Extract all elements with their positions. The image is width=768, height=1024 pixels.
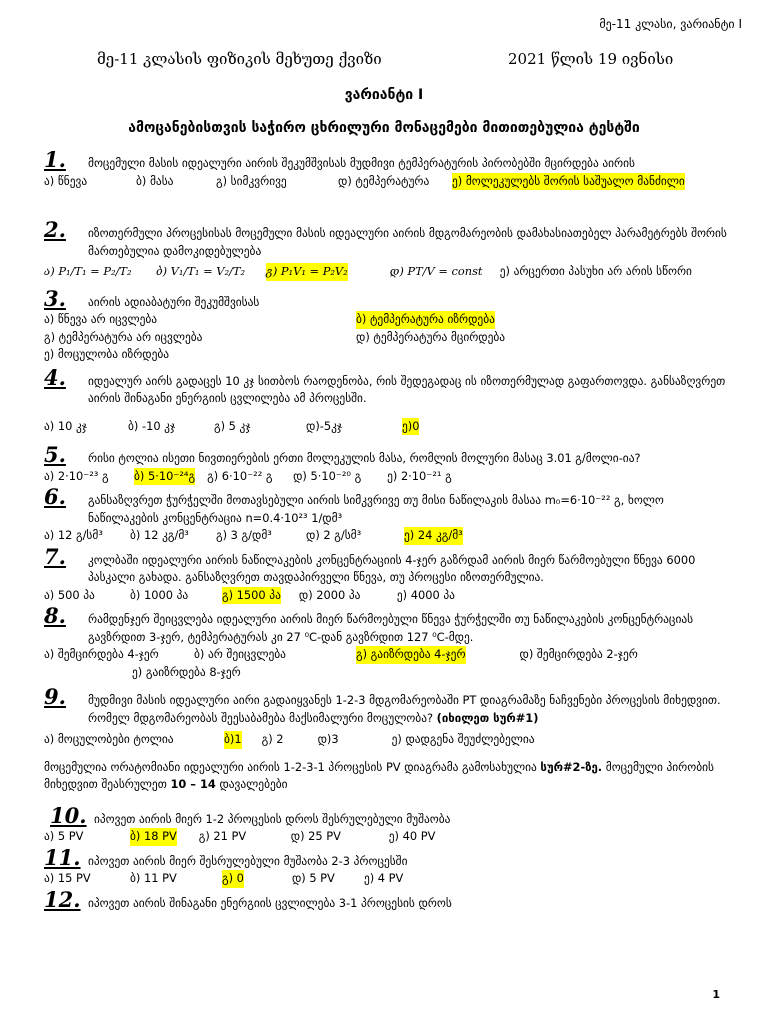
option-d: დ) შემცირდება 2-ჯერ [519,647,638,661]
option-c: გ) 21 PV [198,829,247,843]
option-a: ა) 500 პა [44,587,95,602]
figure-reference: სურ#2-ზე. [540,759,603,774]
question-text: რამდენჯერ შეიცვლება იდეალური აირის მიერ წარმოებული წნევა ჭურჭელში თუ ნაწილაკების კონცენტრაციას გავზრდით 3-ჯერ, ტემპერატურას კი 27 ⁰C-დან გავზრდით 127 ⁰C-მდე. [88,612,694,644]
question-number: 4. [44,364,66,390]
option-e: ე) 40 PV [388,829,436,843]
option-e: ე) 4 PV [363,871,404,885]
subtitle: ამოცანებისთვის საჭირო ცხრილური მონაცემები მითითებულია ტესტში [128,120,640,136]
option-c: გ) ტემპერატურა არ იცვლება [44,329,203,344]
question-text: იპოვეთ აირის შინაგანი ენერგიის ცვლილება 3-1 პროცესის დროს [88,895,452,910]
question-number: 10. [50,802,87,828]
question-text: იდეალურ აირს გადაცეს 10 კჯ სითბოს რაოდენობა, რის შედეგადაც ის იზოთერმულად გაფართოვდა. განსაზღვრეთ აირის შინაგანი ენერგიის ცვლილება ამ პროცესში. [88,373,726,405]
questions [44,147,734,912]
option-b: ბ) არ შეიცვლება [194,647,286,661]
option-b: ბ) 12 კგ/მ³ [130,528,189,542]
option-e: ე) არცერთი პასუხი არ არის სწორი [499,264,692,278]
option-b: ბ) მასა [136,173,174,188]
option-b: ბ) 11 PV [130,871,177,885]
question-1 [44,147,734,190]
question-text: იპოვეთ აირის მიერ 1-2 პროცესის დროს შესრულებული მუშაობა [94,811,451,826]
question-12 [44,886,734,913]
option-c: გ) 2 [261,732,284,746]
option-a: ა) 12 გ/სმ³ [44,528,103,542]
option-e: ე) 2·10⁻²¹ გ [387,468,452,483]
option-d: დ)3 [317,732,339,746]
question-text: მუდმივი მასის იდეალური აირი გადაიყვანეს 1-2-3 მდგომარეობაში PT დიაგრამაზე ნაჩვენები პროცესის მიხედვით. რომელ მდგომარეობას შეესაბამება მაქსიმალური მოცულობა? [88,693,721,725]
option-b: ბ) 1000 პა [130,587,189,602]
quiz-date: 2021 წლის 19 ივნისი [508,50,674,68]
option-a: ა) მოცულობები ტოლია [44,732,174,746]
question-6 [44,484,734,545]
question-number: 1. [44,147,66,172]
question-9 [44,684,734,749]
question-text: მოცემული მასის იდეალური აირის შეკუმშვისას მუდმივი ტემპერატურის პირობებში მცირდება აირის [88,156,635,170]
option-e: ე) 4000 პა [396,587,455,602]
question-10 [44,802,734,846]
question-text: იპოვეთ აირის მიერ შესრულებული მუშაობა 2-3 პროცესში [88,853,408,868]
option-e: ე) მოცულობა იზრდება [44,347,170,361]
question-number: 7. [44,543,66,569]
option-a: ა) 15 PV [44,871,91,885]
question-text: აირის ადიაბატური შეკუმშვისას [88,294,260,309]
question-number: 2. [44,217,66,242]
question-4 [44,364,734,436]
question-5 [44,442,734,485]
question-number: 9. [44,684,66,709]
option-b-highlighted: ბ) 5·10⁻²⁴გ [134,468,195,486]
option-b-highlighted: ბ) ტემპერატურა იზრდება [356,311,495,329]
question-number: 6. [44,484,66,509]
option-a: ა) წნევა [44,173,88,188]
question-number: 12. [44,886,81,912]
task-range: 10 – 14 [170,777,216,791]
question-number: 8. [44,603,66,628]
option-c: გ) 3 გ/დმ³ [216,528,272,542]
option-b: ბ) V₁/T₁ = V₂/T₂ [156,264,246,278]
figure-reference: (იხილეთ სურ#1) [436,710,539,725]
intro-text: მოცემულია ორატომიანი იდეალური აირის 1-2-3-1 პროცესის PV დიაგრამა გამოსახულია [44,759,537,774]
option-b-highlighted: ბ) 18 PV [130,828,177,846]
option-d: დ) 2000 პა [298,587,361,602]
question-number: 11. [44,844,81,870]
question-text: განსაზღვრეთ ჭურჭელში მოთავსებული აირის სიმკვრივე თუ მისი ნაწილაკის მასაა m₀=6·10⁻²² გ, ხოლო ნაწილაკების კონცენტრაცია n=0.4·10²³ 1/დმ³ [88,493,664,525]
corner-label: მე-11 კლასი, ვარიანტი I [599,17,742,31]
option-a: ა) შემცირდება 4-ჯერ [44,647,159,661]
option-d: დ)-5კჯ [306,418,343,433]
question-text: კოლბაში იდეალური აირის ნაწილაკების კონცენტრაციის 4-ჯერ გაზრდამ აირის მიერ წარმოებული წნევა 6000 პასკალი გახადა. განსაზღვრეთ თავდაპირველი წნევა, თუ პროცესი იზოთერმულია. [88,552,696,584]
option-c-highlighted: გ) გაიზრდება 4-ჯერ [356,646,466,664]
option-a: ა) P₁/T₁ = P₂/T₂ [44,264,132,278]
question-number: 3. [44,285,66,311]
option-d: დ) ტემპერატურა [338,173,430,188]
question-number: 5. [44,442,66,467]
option-e-highlighted: ე) მოლეკულებს შორის საშუალო მანძილი [452,173,685,191]
option-c: გ) 6·10⁻²² გ [207,468,273,483]
option-d: დ) 25 PV [290,829,341,843]
question-2 [44,217,734,281]
option-a: ა) 5 PV [44,829,84,843]
option-b: ბ) -10 კჯ [128,418,176,433]
option-a: ა) 2·10⁻²³ გ [44,468,109,483]
option-a: ა) წნევა არ იცვლება [44,312,158,326]
option-e-highlighted: ე) 24 კგ/მ³ [404,527,463,545]
question-7 [44,543,734,605]
option-d: დ) ტემპერატურა მცირდება [356,329,506,344]
option-a: ა) 10 კჯ [44,418,87,433]
option-e: ე) დადგენა შეუძლებელია [391,732,535,746]
question-text: რისი ტოლია ისეთი ნივთიერების ერთი მოლეკულის მასა, რომლის მოლური მასაც 3.01 გ/მოლი-ია? [88,451,641,465]
intro-text-3: დავალებები [219,777,288,791]
option-c-highlighted: გ) P₁V₁ = P₂V₂ [266,263,348,281]
question-11 [44,844,734,888]
option-c-highlighted: გ) 0 [222,870,244,888]
option-d: დ) 5·10⁻²⁰ გ [293,468,362,483]
variant-label: ვარიანტი I [344,87,424,103]
option-d: დ) 5 PV [291,871,335,885]
intro-text-2: მოცემული პირობის მიხედვით შეასრულეთ [44,759,714,791]
option-b-highlighted: ბ)1 [224,731,242,749]
question-3 [44,285,734,364]
section-intro [44,759,734,794]
option-d: დ) 2 გ/სმ³ [306,528,362,542]
quiz-title: მე-11 კლასის ფიზიკის მეხუთე ქვიზი [97,50,382,68]
option-e-highlighted: ე)0 [402,418,419,436]
question-8 [44,603,734,681]
option-c: გ) სიმკვრივე [216,173,287,188]
question-text: იზოთერმული პროცესისას მოცემული მასის იდეალური აირის მდგომარეობის დამახასიათებელ პარამეტრებს შორის მართებულია დამოკიდებულება [88,226,727,258]
option-e: ე) გაიზრდება 8-ჯერ [132,664,241,679]
option-d: დ) PT/V = const [389,264,483,278]
option-c: გ) 5 კჯ [214,418,251,433]
page-number: 1 [712,988,720,1001]
option-c-highlighted: გ) 1500 პა [222,587,281,605]
